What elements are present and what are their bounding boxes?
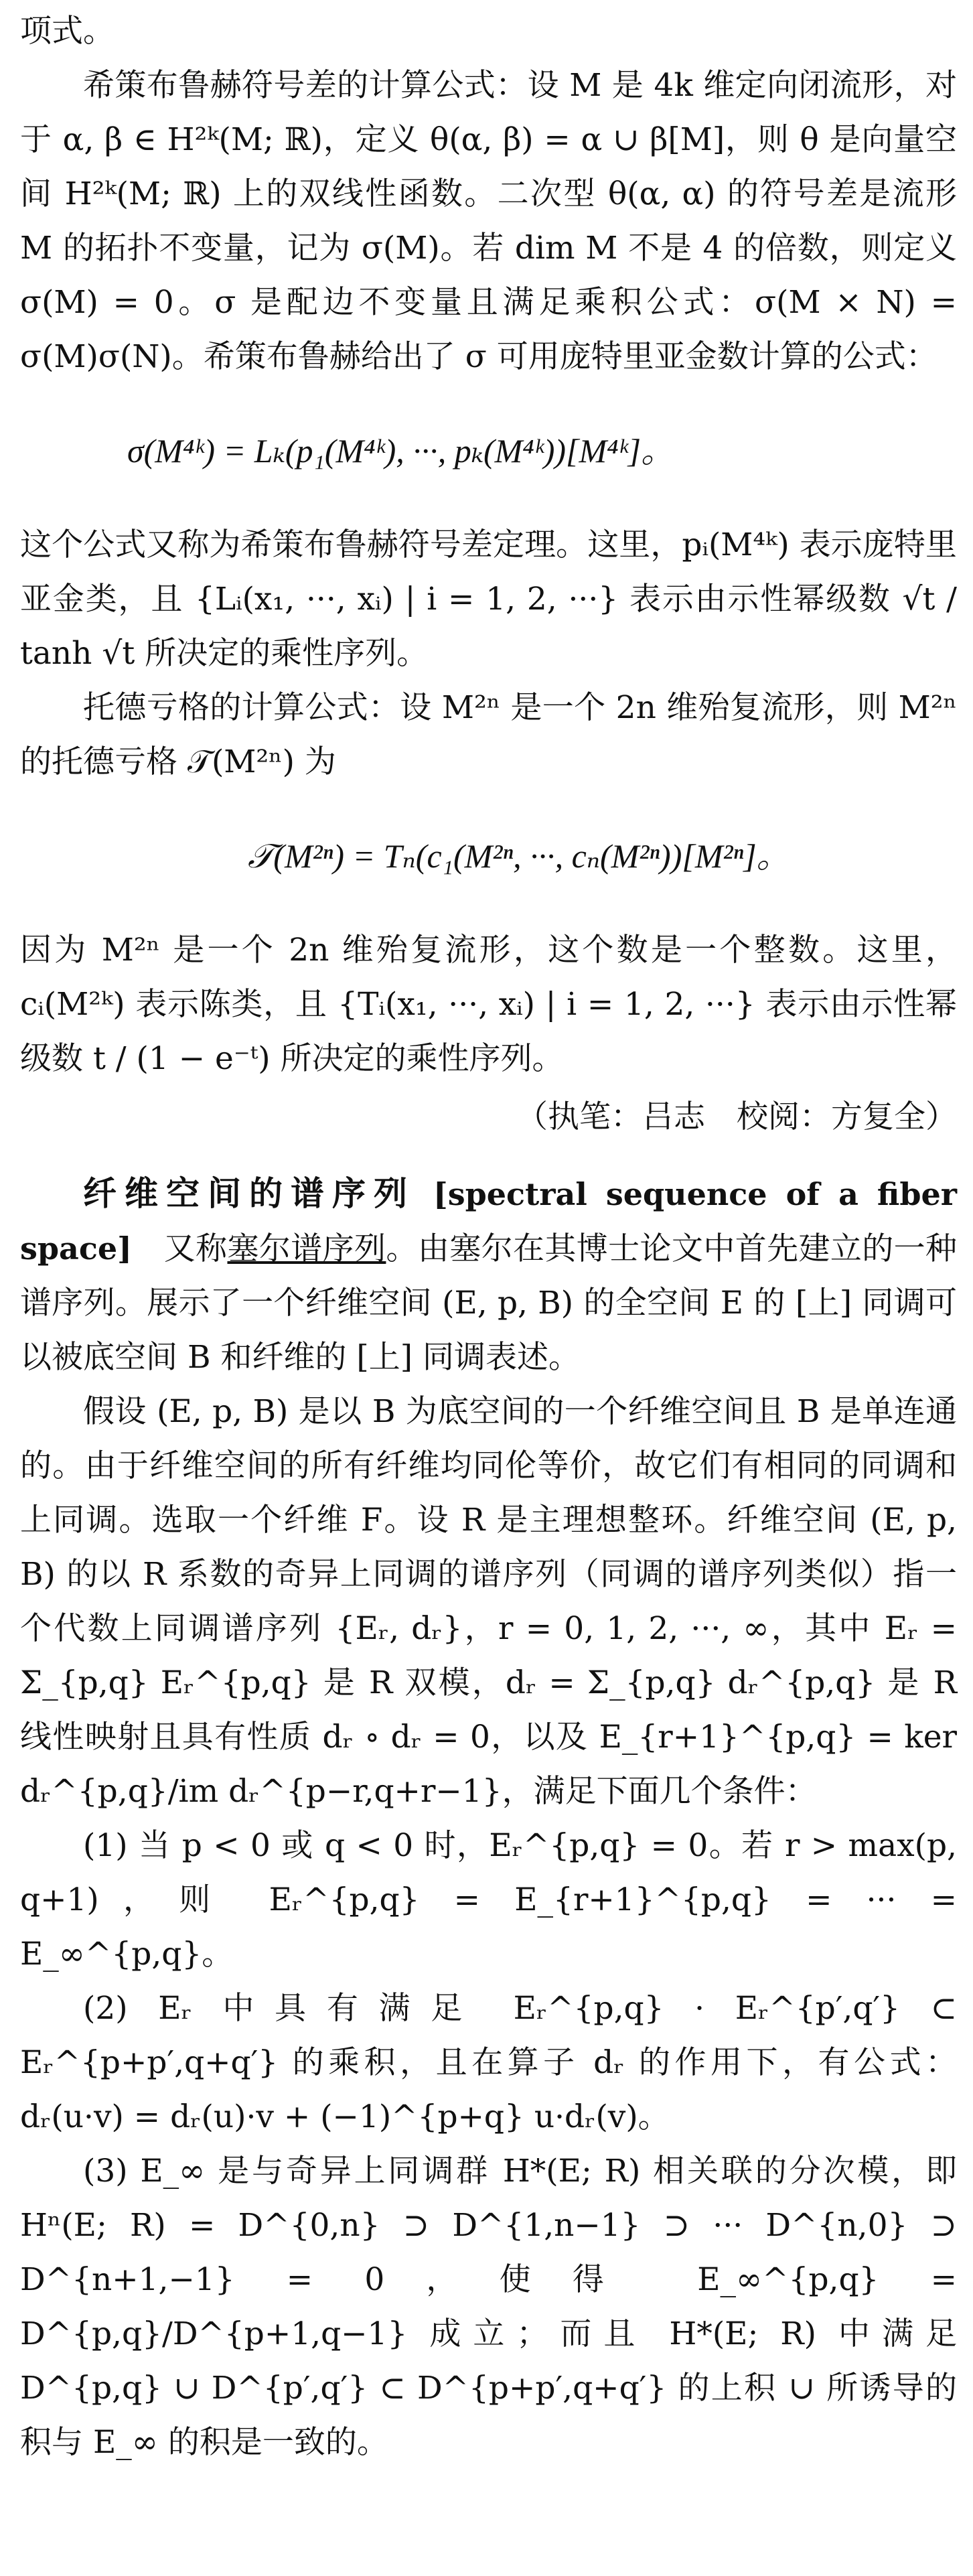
entry-intro: 。由塞尔在其博士论文中首先建立的一种谱序列。展示了一个纤维空间 (E, p, B) 的全空间 E 的 [上] 同调可以被底空间 B 和纤维的 [上] 同调表述。 xyxy=(20,1230,958,1376)
entry-alias-prefix: 又称 xyxy=(163,1230,228,1267)
entry-term-english: [spectral sequence of a fiber space] xyxy=(20,1176,957,1267)
entry-heading xyxy=(20,1167,957,1384)
signature-theorem-paragraph: 这个公式又称为希策布鲁赫符号差定理。这里，pᵢ(M⁴ᵏ) 表示庞特里亚金类，且 {Lᵢ(x₁, ···, xᵢ) | i = 1, 2, ···} 表示由示性幂级数 √t / tanh √t 所决定的乘性序列。 xyxy=(20,526,957,672)
fragment-top: 项式。 xyxy=(20,13,115,50)
entry-alias-link[interactable]: 塞尔谱序列 xyxy=(227,1230,386,1267)
todd-integer-paragraph: 因为 M²ⁿ 是一个 2n 维殆复流形，这个数是一个整数。这里，cᵢ(M²ᵏ) 表示陈类，且 {Tᵢ(x₁, ···, xᵢ) | i = 1, 2, ···} 表示由示性幂级数 t / (1 − e⁻ᵗ) 所决定的乘性序列。 xyxy=(20,932,957,1077)
definition-paragraph: 假设 (E, p, B) 是以 B 为底空间的一个纤维空间且 B 是单连通的。由于纤维空间的所有纤维均同伦等价，故它们有相同的同调和上同调。选取一个纤维 F。设 R 是主理想整环。纤维空间 (E, p, B) 的以 R 系数的奇异上同调的谱序列（同调的谱序列类似）指一个代数上同调谱序列 {Eᵣ, dᵣ}，r = 0, 1, 2, ···, ∞，其中 Eᵣ = Σ_{p,q} Eᵣ^{p,q} 是 R 双模，dᵣ = Σ_{p,q} dᵣ^{p,q} 是 R 线性映射且具有性质 dᵣ ∘ dᵣ = 0，以及 E_{r+1}^{p,q} = ker dᵣ^{p,q}/im dᵣ^{p−r,q+r−1}，满足下面几个条件： xyxy=(20,1393,957,1810)
condition-1: (1) 当 p < 0 或 q < 0 时，Eᵣ^{p,q} = 0。若 r > max(p, q+1)，则 Eᵣ^{p,q} = E_{r+1}^{p,q} = ··· = E_∞^{p,q}。 xyxy=(20,1827,957,1973)
signature-formula: σ(M⁴ᵏ) = Lₖ(p₁(M⁴ᵏ), ···, pₖ(M⁴ᵏ))[M⁴ᵏ]。 xyxy=(127,432,675,470)
condition-2: (2) Eᵣ 中具有满足 Eᵣ^{p,q} · Eᵣ^{p′,q′} ⊂ Eᵣ^{p+p′,q+q′} 的乘积，且在算子 dᵣ 的作用下，有公式：dᵣ(u·v) = dᵣ(u)·v + (−1)^{p+q} u·dᵣ(v)。 xyxy=(20,1990,957,2135)
condition-3: (3) E_∞ 是与奇异上同调群 H*(E; R) 相关联的分次模，即 Hⁿ(E; R) = D^{0,n} ⊃ D^{1,n−1} ⊃ ··· D^{n,0} ⊃ D^{n+1,−1} = 0，使得 E_∞^{p,q} = D^{p,q}/D^{p+1,q−1} 成立；而且 H*(E; R) 中满足 D^{p,q} ∪ D^{p′,q′} ⊂ D^{p+p′,q+q′} 的上积 ∪ 所诱导的积与 E_∞ 的积是一致的。 xyxy=(20,2153,957,2461)
todd-paragraph: 托德亏格的计算公式：设 M²ⁿ 是一个 2n 维殆复流形，则 M²ⁿ 的托德亏格 𝒯(M²ⁿ) 为 xyxy=(20,689,957,780)
signature-paragraph: 希策布鲁赫符号差的计算公式：设 M 是 4k 维定向闭流形，对于 α, β ∈ H²ᵏ(M; ℝ)，定义 θ(α, β) = α ∪ β[M]，则 θ 是向量空间 H²ᵏ(M; ℝ) 上的双线性函数。二次型 θ(α, α) 的符号差是流形 M 的拓扑不变量，记为 σ(M)。若 dim M 不是 4 的倍数，则定义 σ(M) = 0。σ 是配边不变量且满足乘积公式：σ(M × N) = σ(M)σ(N)。希策布鲁赫给出了 σ 可用庞特里亚金数计算的公式： xyxy=(20,67,957,375)
credits: （执笔：吕志 校阅：方复全） xyxy=(516,1098,957,1135)
entry-term: 纤维空间的谱序列 xyxy=(83,1174,415,1213)
todd-formula: 𝒯(M²ⁿ) = Tₙ(c₁(M²ⁿ, ···, cₙ(M²ⁿ))[M²ⁿ]。 xyxy=(248,837,790,875)
